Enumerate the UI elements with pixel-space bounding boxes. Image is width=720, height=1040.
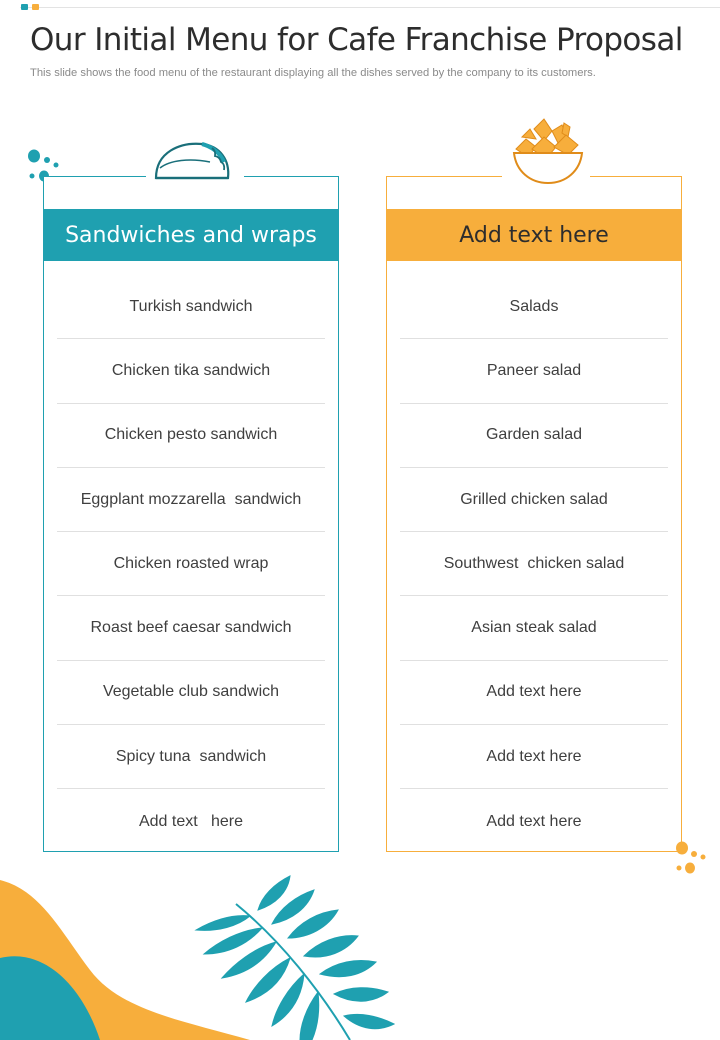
top-marker-teal: [21, 4, 28, 10]
menu-item: Roast beef caesar sandwich: [57, 596, 325, 660]
menu-item: Add text here: [138, 812, 244, 830]
menu-item: Add text here: [400, 661, 668, 725]
menu-item: Chicken pesto sandwich: [57, 404, 325, 468]
menu-item: Chicken tika sandwich: [57, 339, 325, 403]
salad-bowl-icon: [508, 115, 588, 189]
menu-item: Turkish sandwich: [57, 275, 325, 339]
menu-item: Chicken roasted wrap: [57, 532, 325, 596]
menu-item: Garden salad: [400, 404, 668, 468]
taco-icon: [150, 138, 236, 184]
salads-menu-card: [386, 176, 682, 852]
menu-item: Salads: [400, 275, 668, 339]
menu-item: Add text here: [486, 812, 582, 830]
menu-item: Asian steak salad: [400, 596, 668, 660]
menu-item: Vegetable club sandwich: [57, 661, 325, 725]
bottom-leaf-decoration: [0, 870, 720, 1040]
sandwiches-menu-list: [57, 275, 325, 854]
menu-item: Eggplant mozzarella sandwich: [57, 468, 325, 532]
menu-item: Spicy tuna sandwich: [57, 725, 325, 789]
menu-item: Southwest chicken salad: [400, 532, 668, 596]
menu-item: Paneer salad: [400, 339, 668, 403]
menu-item: Add text here: [400, 725, 668, 789]
sandwiches-menu-heading: Sandwiches and wraps: [43, 209, 339, 261]
top-divider: [20, 7, 720, 8]
salads-menu-list: [400, 275, 668, 854]
menu-item: Grilled chicken salad: [400, 468, 668, 532]
page-title: Our Initial Menu for Cafe Franchise Proposal: [30, 22, 683, 58]
page-subtitle: This slide shows the food menu of the restaurant displaying all the dishes served by the company to its customers.: [30, 67, 596, 79]
sandwiches-menu-card: [43, 176, 339, 852]
top-marker-orange: [32, 4, 39, 10]
salads-menu-heading: Add text here: [386, 209, 682, 261]
